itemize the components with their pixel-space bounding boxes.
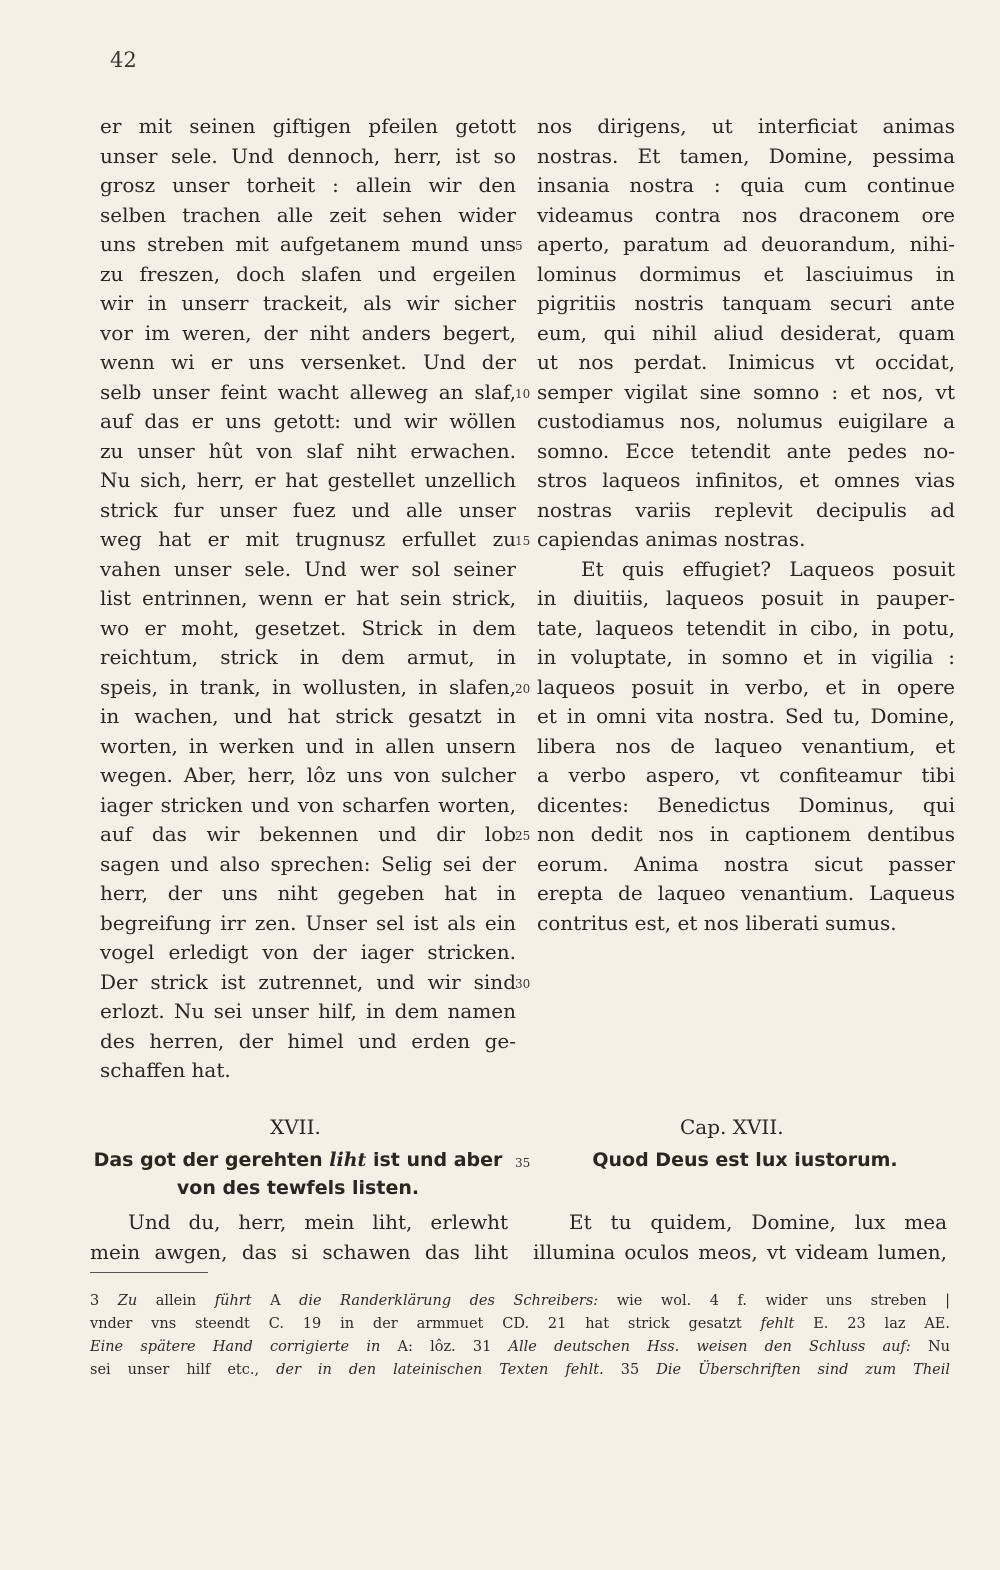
text-line: dicentes: Benedictus Dominus, qui [537,792,955,817]
fn-italic: Zu [117,1293,138,1309]
text-line: auf das wir bekennen und dir lob [100,822,516,846]
text-line: unser sele. Und dennoch, herr, ist so [100,143,516,168]
text-line: vogel erledigt von der iager stricken. [100,940,516,964]
latin-column [537,112,955,938]
section-number-german: XVII. [270,1115,321,1139]
text-line: iager stricken und von scharfen worten, [100,792,516,817]
fn-italic: der in den lateinischen Texten fehlt. [276,1362,604,1378]
line-number: 10 [515,386,531,401]
text-line: herr, der uns niht gegeben hat in [100,881,516,905]
text-line: uns streben mit aufgetanem mund uns [100,232,516,256]
fn-italic: fehlt [760,1316,795,1332]
text-line: aperto, paratum ad deuorandum, nihi- [537,232,955,256]
title-german-italic: liht [329,1149,367,1171]
text-line: wegen. Aber, herr, lôz uns von sulcher [100,763,516,787]
text-line: Et quis effugiet? Laqueos posuit [581,556,955,581]
section-number-latin: Cap. XVII. [680,1115,784,1139]
section-text-german [90,1208,508,1267]
page-number: 42 [110,48,137,72]
text-line: in wachen, und hat strick gesatzt in [100,704,516,728]
text-line: wo er moht, gesetzet. Strick in dem [100,615,516,640]
title-german-line2: von des tewfels listen. [176,1177,420,1199]
text-line: des herren, der himel und erden ge- [100,1028,516,1053]
german-column [100,112,516,1086]
footnote-line-3 [90,1336,950,1359]
fn-text: sei unser hilf etc., [90,1362,277,1378]
text-line: non dedit nos in captionem dentibus [537,822,955,846]
text-line: nos dirigens, ut interficiat animas [537,114,955,138]
text-line: somno. Ecce tetendit ante pedes no- [537,438,955,463]
text-line: zu freszen, doch slafen und ergeilen [100,261,516,286]
text-line: selb unser feint wacht alleweg an slaf, [100,379,516,404]
text-line: vor im weren, der niht anders begert, [100,320,516,345]
text-line: erepta de laqueo venantium. Laqueus [537,881,955,905]
text-line: videamus contra nos draconem ore [537,202,955,227]
footnote-line-2 [90,1313,950,1336]
text-line: erlozt. Nu sei unser hilf, in dem namen [100,999,516,1023]
text-line: selben trachen alle zeit sehen wider [100,202,516,227]
text-line: eum, qui nihil aliud desiderat, quam [537,320,955,345]
text-line: eorum. Anima nostra sicut passer [537,851,955,876]
section-text-german-line2: mein awgen, das si schawen das liht [90,1239,508,1264]
section-text-latin [533,1208,947,1267]
text-line: a verbo aspero, vt confiteamur tibi [537,763,955,787]
fn-text: A: lôz. 31 [380,1339,509,1355]
text-line: stros laqueos infinitos, et omnes vias [537,468,955,492]
text-line: schaffen hat. [100,1058,231,1082]
fn-text: wie wol. 4 f. wider uns streben | [598,1293,950,1309]
text-line: pigritiis nostris tanquam securi ante [537,291,955,315]
text-line: worten, in werken und in allen unsern [100,733,516,758]
text-line: capiendas animas nostras. [537,527,806,551]
text-line: er mit seinen giftigen pfeilen getott [100,114,516,138]
footnote-line-4 [90,1359,950,1382]
text-line: nostras variis replevit decipulis ad [537,497,955,522]
fn-text: A [251,1293,300,1309]
text-line: ut nos perdat. Inimicus vt occidat, [537,350,955,374]
text-line: libera nos de laqueo venantium, et [537,733,955,758]
fn-italic: Alle deutschen Hss. weisen den Schluss auf: [508,1339,911,1355]
text-line: Nu sich, herr, er hat gestellet unzellich [100,468,516,492]
line-number: 5 [515,239,523,253]
text-line: et in omni vita nostra. Sed tu, Domine, [537,704,955,728]
fn-text: E. 23 laz AE. [794,1316,950,1332]
footnote-line-1 [90,1290,950,1313]
text-line: reichtum, strick in dem armut, in [100,645,516,669]
fn-italic: führt [214,1293,252,1309]
text-line: Der strick ist zutrennet, und wir sind [100,969,516,994]
fn-text: vnder vns steendt C. 19 in der armmuet CD. 21 hat strick gesatzt [90,1316,761,1332]
footnote-divider [90,1272,208,1273]
text-line: insania nostra : quia cum continue [537,173,955,197]
text-line: in voluptate, in somno et in vigilia : [537,645,955,669]
line-number: 30 [515,976,531,991]
title-german-part2: ist und aber [366,1149,503,1171]
section-title-latin: Quod Deus est lux iustorum. [592,1149,898,1171]
footnotes [90,1290,950,1382]
line-number: 15 [515,534,531,548]
text-line: wenn wi er uns versenket. Und der [100,350,516,374]
text-line: semper vigilat sine somno : et nos, vt [537,379,955,404]
section-title-german [88,1146,508,1202]
section-text-german-line1: Und du, herr, mein liht, erlewht [128,1210,508,1234]
text-line: custodiamus nos, nolumus euigilare a [537,409,955,433]
fn-text: Nu [910,1339,950,1355]
line-number: 20 [515,681,531,696]
text-line: strick fur unser fuez und alle unser [100,497,516,522]
fn-text: 3 [90,1293,118,1309]
text-line: list entrinnen, wenn er hat sein strick, [100,586,516,610]
text-line: in diuitiis, laqueos posuit in pauper- [537,586,955,610]
line-number: 25 [515,829,531,843]
text-line: wir in unserr trackeit, als wir sicher [100,291,516,315]
section-text-latin-line2: illumina oculos meos, vt videam lumen, [533,1239,947,1264]
text-line: begreifung irr zen. Unser sel ist als ein [100,910,516,935]
title-german-part1: Das got der gerehten [93,1149,330,1171]
line-number-35: 35 [515,1156,531,1170]
text-line: speis, in trank, in wollusten, in slafen, [100,674,516,699]
text-line: sagen und also sprechen: Selig sei der [100,851,516,876]
text-line: zu unser hût von slaf niht erwachen. [100,438,516,463]
fn-text: allein [137,1293,215,1309]
text-line: contritus est, et nos liberati sumus. [537,910,897,935]
text-line: grosz unser torheit : allein wir den [100,173,516,197]
text-line: vahen unser sele. Und wer sol seiner [100,556,516,581]
text-line: weg hat er mit trugnusz erfullet zu [100,527,516,551]
text-line: auf das er uns getott: und wir wöllen [100,409,516,433]
fn-italic: Eine spätere Hand corrigierte in [90,1339,381,1355]
text-line: nostras. Et tamen, Domine, pessima [537,143,955,168]
fn-italic: Die Überschriften sind zum Theil [656,1362,951,1378]
section-text-latin-line1: Et tu quidem, Domine, lux mea [569,1210,947,1234]
text-line: laqueos posuit in verbo, et in opere [537,674,955,699]
fn-text: 35 [603,1362,657,1378]
text-line: tate, laqueos tetendit in cibo, in potu, [537,615,955,640]
fn-italic: die Randerklärung des Schreibers: [299,1293,599,1309]
text-line: lominus dormimus et lasciuimus in [537,261,955,286]
